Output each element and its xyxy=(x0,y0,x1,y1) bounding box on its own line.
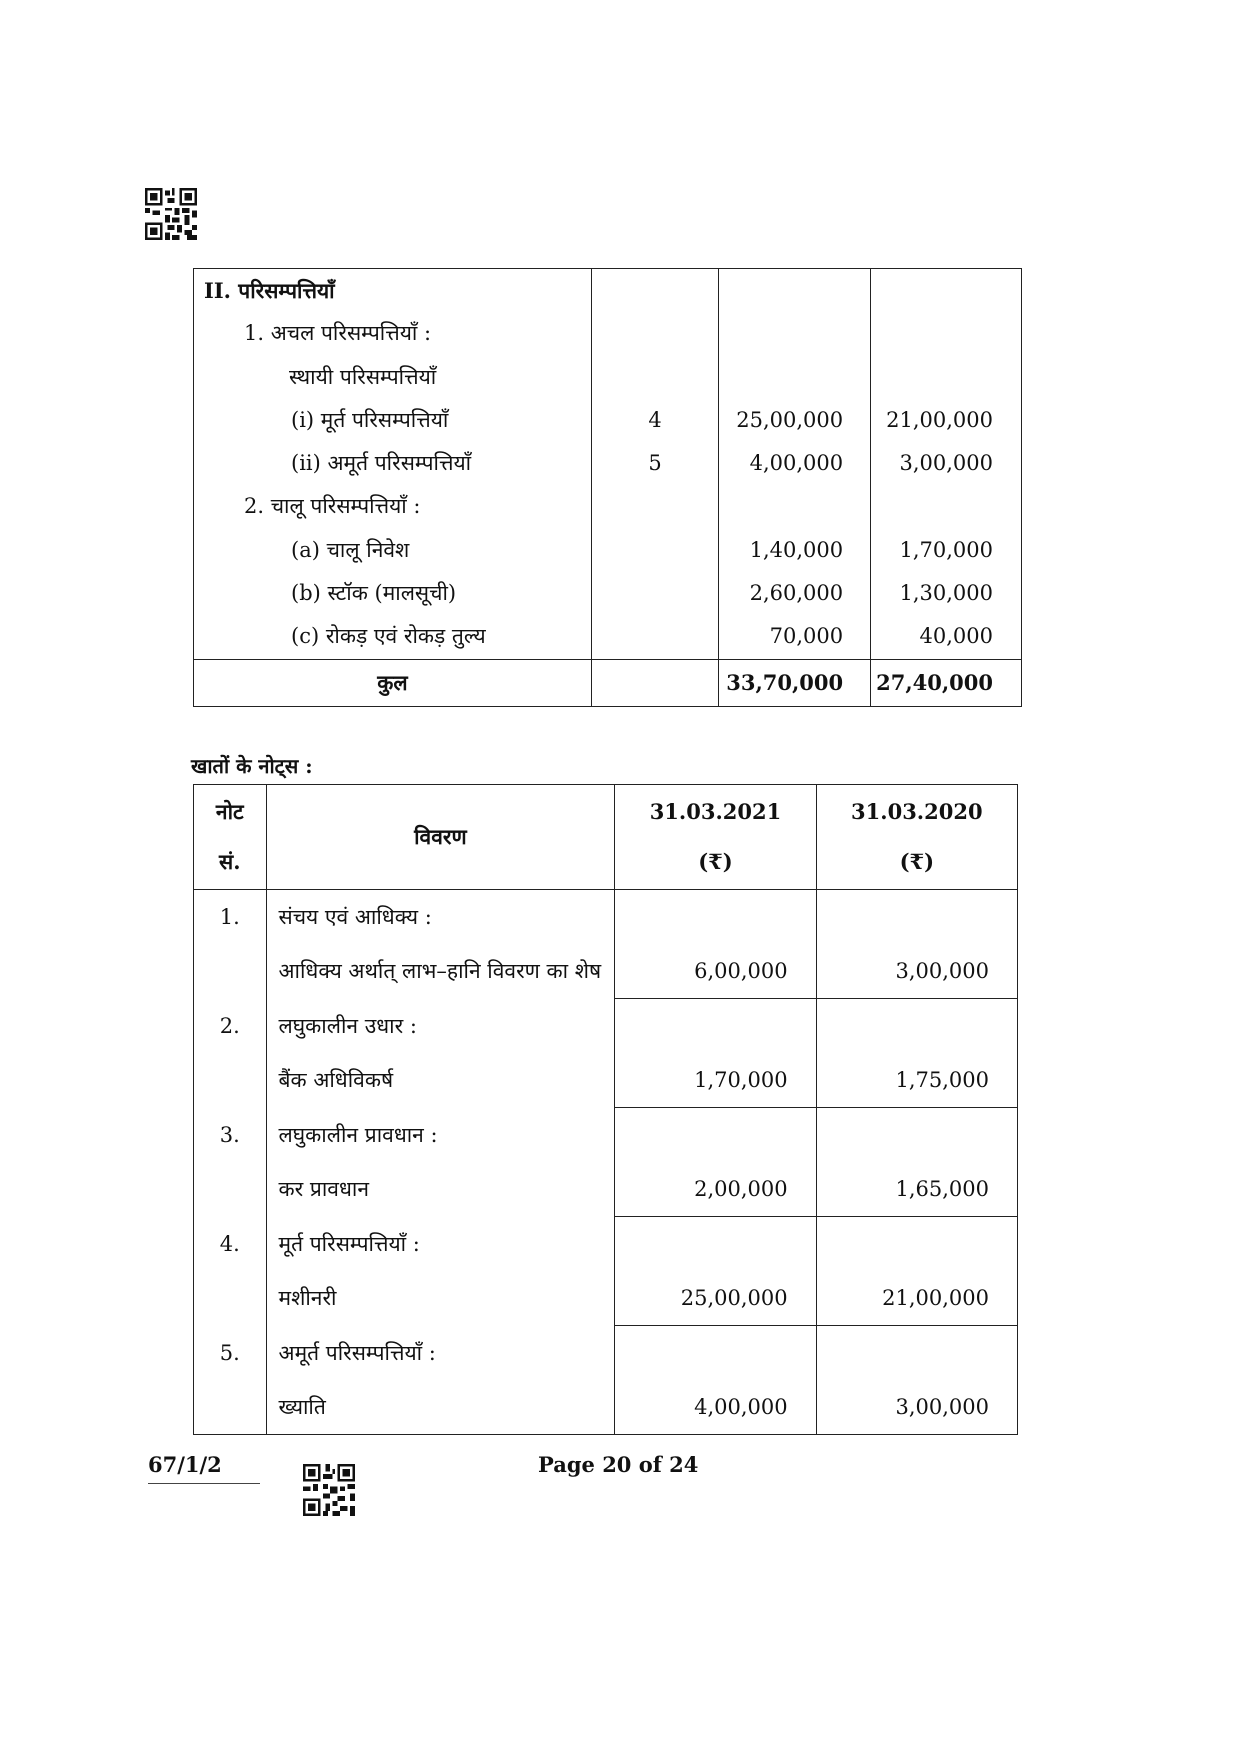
assets-row-label: (c) रोकड़ एवं रोकड़ तुल्य xyxy=(291,624,486,649)
page-number: Page 20 of 24 xyxy=(538,1452,699,1477)
assets-row-label: (b) स्टॉक (मालसूची) xyxy=(291,581,457,606)
note-title: लघुकालीन प्रावधान : xyxy=(278,1122,438,1147)
assets-row-label: (i) मूर्त परिसम्पत्तियाँ xyxy=(291,407,449,432)
qr-code-icon xyxy=(303,1464,355,1516)
particulars-header: विवरण xyxy=(266,785,615,890)
assets-row-note xyxy=(592,312,719,355)
assets-row-2020: 21,00,000 xyxy=(886,407,993,432)
note-number: 3. xyxy=(219,1122,240,1147)
note-value-2020: 1,65,000 xyxy=(816,1108,1017,1217)
assets-row-note xyxy=(592,572,719,615)
total-2020: 27,40,000 xyxy=(871,659,1022,706)
note-value-2021: 1,70,000 xyxy=(615,999,816,1108)
code-underline xyxy=(148,1483,260,1484)
assets-heading: II. परिसम्पत्तियाँ xyxy=(204,278,335,303)
note-title: अमूर्त परिसम्पत्तियाँ : xyxy=(278,1340,436,1365)
assets-row-note: 4 xyxy=(648,407,662,432)
note-value-2021: 25,00,000 xyxy=(615,1217,816,1326)
note-row xyxy=(194,1217,1018,1326)
assets-row-label: 2. चालू परिसम्पत्तियाँ : xyxy=(244,494,421,519)
note-item: आधिक्य अर्थात् लाभ–हानि विवरण का शेष xyxy=(278,959,602,983)
assets-row-note: 5 xyxy=(648,451,662,476)
note-title: संचय एवं आधिक्य : xyxy=(278,905,432,929)
assets-row-note xyxy=(592,615,719,658)
total-2021: 33,70,000 xyxy=(719,659,871,706)
assets-row-2021: 25,00,000 xyxy=(736,407,844,432)
note-item: बैंक अधिविकर्ष xyxy=(278,1067,394,1092)
note-number: 1. xyxy=(219,905,240,929)
assets-row-label: (ii) अमूर्त परिसम्पत्तियाँ xyxy=(291,451,472,476)
note-item: मशीनरी xyxy=(278,1285,337,1310)
assets-row-2020 xyxy=(871,485,1021,528)
assets-2020-column xyxy=(871,269,1022,660)
assets-row-2020: 40,000 xyxy=(919,624,993,649)
assets-row-2021: 70,000 xyxy=(769,624,844,649)
total-label: कुल xyxy=(194,659,592,706)
assets-row-2021: 1,40,000 xyxy=(749,537,844,562)
note-title: लघुकालीन उधार : xyxy=(278,1013,417,1038)
note-row xyxy=(194,999,1018,1108)
note-no-header: नोट सं. xyxy=(194,785,267,890)
note-item: कर प्रावधान xyxy=(278,1176,369,1201)
note-row xyxy=(194,890,1018,999)
assets-table xyxy=(193,268,1022,707)
assets-row-label: (a) चालू निवेश xyxy=(291,537,410,562)
note-title: मूर्त परिसम्पत्तियाँ : xyxy=(278,1231,420,1256)
notes-table xyxy=(193,784,1018,1435)
assets-row-2020: 1,30,000 xyxy=(899,581,993,606)
note-value-2020: 1,75,000 xyxy=(816,999,1017,1108)
assets-row-2021: 2,60,000 xyxy=(749,581,844,606)
note-item: ख्याति xyxy=(278,1394,326,1419)
note-value-2020: 3,00,000 xyxy=(816,1326,1017,1435)
assets-row-2020: 1,70,000 xyxy=(899,537,993,562)
assets-row-2021 xyxy=(719,312,870,355)
assets-2021-column xyxy=(719,269,871,660)
assets-row-2020: 3,00,000 xyxy=(899,451,993,476)
note-value-2021: 6,00,000 xyxy=(615,890,816,999)
note-number: 5. xyxy=(219,1340,240,1365)
assets-row-2020 xyxy=(871,356,1021,399)
assets-row-label: स्थायी परिसम्पत्तियाँ xyxy=(289,364,437,389)
assets-particulars-column xyxy=(194,269,592,660)
assets-row-label: 1. अचल परिसम्पत्तियाँ : xyxy=(244,321,432,346)
note-value-2020: 3,00,000 xyxy=(816,890,1017,999)
notes-header-row xyxy=(194,785,1018,890)
assets-row-note xyxy=(592,356,719,399)
assets-row-2020 xyxy=(871,312,1021,355)
assets-row-note xyxy=(592,529,719,572)
qr-code-icon xyxy=(145,188,197,240)
assets-row-2021 xyxy=(719,356,870,399)
note-value-2021: 2,00,000 xyxy=(615,1108,816,1217)
note-row xyxy=(194,1326,1018,1435)
assets-note-column xyxy=(591,269,719,660)
note-number: 2. xyxy=(219,1013,240,1038)
paper-code: 67/1/2 xyxy=(148,1452,222,1477)
note-number: 4. xyxy=(219,1231,240,1256)
assets-row-2021 xyxy=(719,485,870,528)
assets-total-row xyxy=(194,659,1022,706)
note-value-2021: 4,00,000 xyxy=(615,1326,816,1435)
notes-title: खातों के नोट्स : xyxy=(191,754,313,778)
col-2021-header: 31.03.2021 (₹) xyxy=(615,785,816,890)
assets-row-note xyxy=(592,485,719,528)
note-value-2020: 21,00,000 xyxy=(816,1217,1017,1326)
assets-row-2021: 4,00,000 xyxy=(749,451,844,476)
note-row xyxy=(194,1108,1018,1217)
col-2020-header: 31.03.2020 (₹) xyxy=(816,785,1017,890)
